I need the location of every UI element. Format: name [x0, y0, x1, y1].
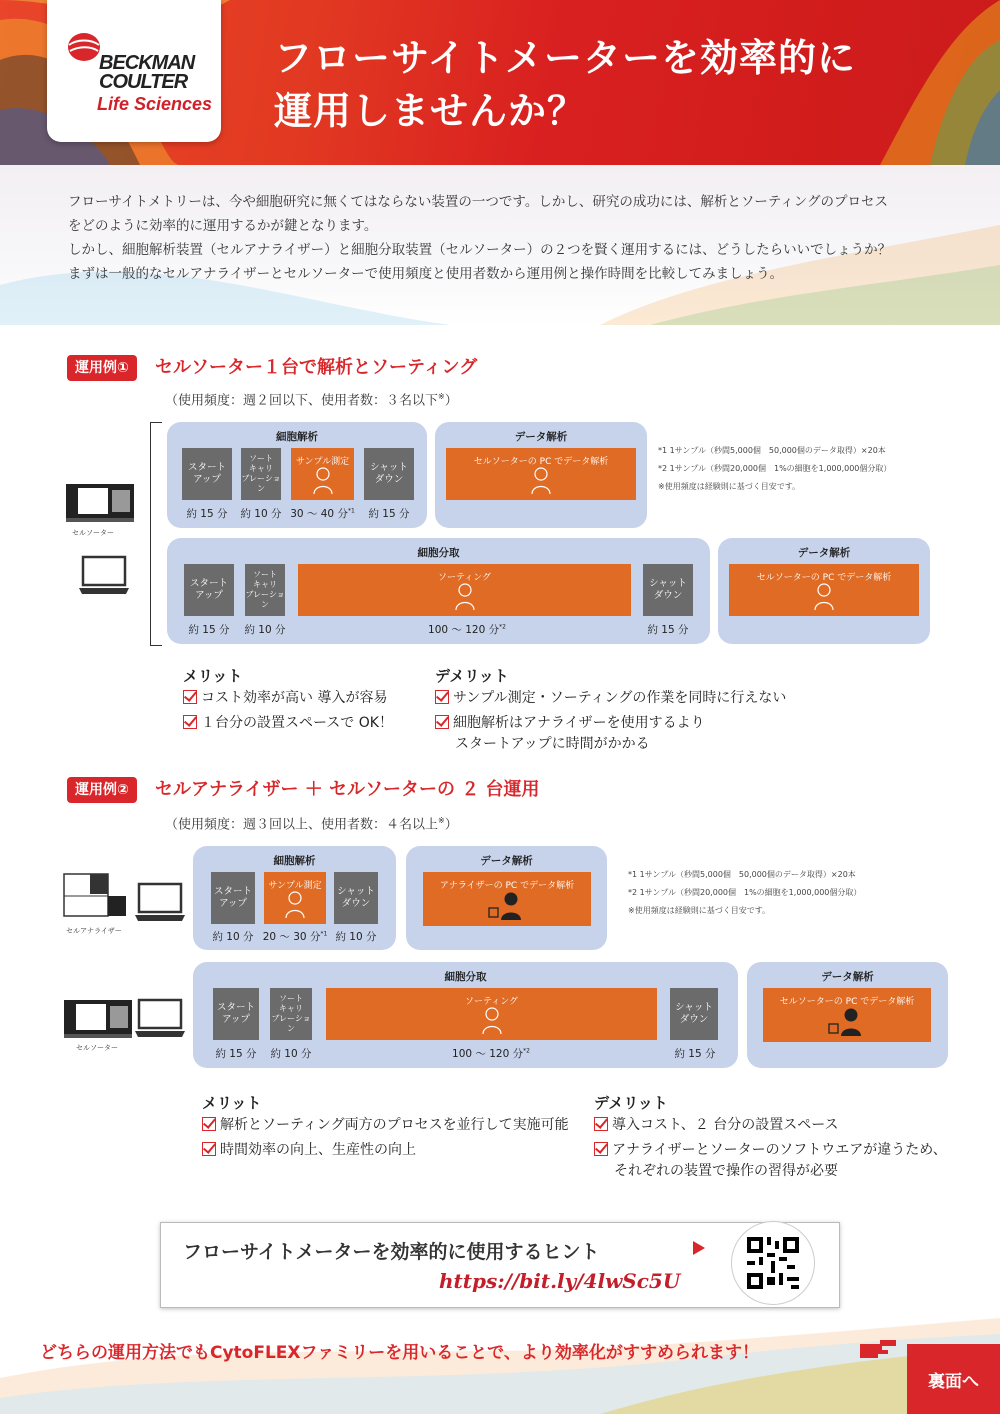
operator-icon	[312, 466, 334, 494]
footer-wave-decoration	[0, 1318, 1000, 1414]
panel-title: データ解析	[821, 971, 874, 983]
sort-calibration-step: ソート キャリ ブレーション	[245, 564, 285, 616]
hint-link-box[interactable]	[160, 1222, 840, 1308]
data-analysis-step: セルソーターの PC でデータ解析	[763, 988, 931, 1042]
ex2-subtitle-text: （使用頻度：週３回以上、使用者数：４名以上	[165, 817, 439, 833]
sample-measurement-step: サンプル測定	[264, 872, 326, 924]
ex2-data-panel-1	[406, 846, 607, 950]
sorting-step: ソーティング	[298, 564, 631, 616]
checkbox-icon	[183, 715, 197, 729]
ex1-merit-item: コスト効率が高い 導入が容易	[183, 688, 387, 709]
ex2-demerit-item-continued: それぞれの装置で操作の習得が必要	[614, 1163, 838, 1179]
startup-step: スタート アップ	[182, 448, 232, 500]
ex1-badge: 運用例①	[67, 355, 137, 381]
title-line2: 運用しませんか？	[274, 89, 587, 133]
panel-title: データ解析	[514, 431, 568, 443]
step-time: 約 15 分	[368, 508, 410, 520]
cell-sorter-icon	[64, 480, 136, 524]
laptop-icon	[78, 555, 130, 597]
intro-line: フローサイトメトリーは、今や細胞研究に無くてはならない装置の一つです。しかし、研究の成功には、解析とソーティングのプロセス	[68, 194, 888, 210]
footer-message: どちらの運用方法でもCytoFLEXファミリーを用いることで、より効率化がすすめられます！	[40, 1343, 760, 1363]
ex1-bracket	[150, 422, 162, 646]
ex2-sort-panel	[193, 962, 738, 1068]
ex1-data-panel-1	[435, 422, 647, 528]
play-arrow-icon	[693, 1241, 705, 1255]
shutdown-step: シャット ダウン	[670, 988, 718, 1040]
step-time: 約 10 分	[244, 624, 286, 636]
operator-icon	[530, 466, 552, 494]
ex1-demerit-item-continued: スタートアップに時間がかかる	[455, 736, 650, 752]
step-time: 約 15 分	[186, 508, 228, 520]
checkbox-icon	[435, 690, 449, 704]
sorting-step: ソーティング	[326, 988, 657, 1040]
ex2-subtitle	[165, 812, 458, 834]
intro-text	[68, 190, 948, 286]
ex1-sort-panel	[167, 538, 710, 644]
step-time: 約 15 分	[674, 1048, 716, 1060]
panel-title: データ解析	[480, 855, 533, 867]
ex2-badge: 運用例②	[67, 777, 137, 803]
footnote: *2 1サンプル（秒間20,000個 1%の細胞を1,000,000個分取）	[628, 888, 862, 897]
cell-sorter-icon	[62, 996, 134, 1040]
step-time: 100 ～ 120 分$^{*2}$	[428, 623, 506, 636]
ex1-analysis-panel	[167, 422, 427, 528]
operator-with-coffee-icon	[487, 890, 527, 920]
panel-title: 細胞解析	[273, 855, 316, 867]
intro-line: まずは一般的なセルアナライザーとセルソーターで使用頻度と使用者数から運用例と操作時間を比較してみましょう。	[68, 266, 784, 282]
ex2-device1-label: セルアナライザー	[66, 927, 122, 935]
step-time: 20 ～ 30 分$^{*1}$	[262, 930, 328, 943]
intro-line: しかし、細胞解析装置（セルアナライザー）と細胞分取装置（セルソーター）の２つを賢く運用するには、どうしたらいいでしょうか？	[68, 242, 892, 258]
logo-text-line2: COULTER	[99, 71, 188, 93]
title-line1: フローサイトメーターを効率的に	[274, 36, 856, 80]
ex2-demerit-item: 導入コスト、２ 台分の設置スペース	[594, 1115, 839, 1136]
ex2-merit-item: 時間効率の向上、生産性の向上	[202, 1140, 416, 1161]
panel-title: 細胞分取	[444, 971, 487, 983]
checkbox-icon	[183, 690, 197, 704]
ex1-subtitle-mark: ※	[438, 392, 445, 401]
ex2-demerit-item: アナライザーとソーターのソフトウエアが違うため、	[594, 1140, 947, 1161]
ex1-demerit-item: 細胞解析はアナライザーを使用するより	[435, 713, 705, 734]
data-analysis-step: アナライザーの PC でデータ解析	[423, 872, 591, 926]
pointing-hand-icon	[858, 1338, 898, 1360]
ex2-analysis-panel	[193, 846, 396, 950]
ex2-demerit-heading: デメリット	[594, 1094, 668, 1112]
shutdown-step: シャット ダウン	[334, 872, 378, 924]
ex1-data-panel-2	[718, 538, 930, 644]
ex2-merit-item: 解析とソーティング両方のプロセスを並行して実施可能	[202, 1115, 569, 1136]
panel-title: 細胞解析	[276, 431, 318, 443]
checkbox-icon	[594, 1142, 608, 1156]
ex2-data-panel-2	[747, 962, 948, 1068]
ex1-footnotes	[658, 442, 891, 496]
operator-icon	[481, 1006, 503, 1034]
logo-text-line3: Life Sciences	[97, 94, 213, 114]
operator-with-coffee-icon	[827, 1006, 867, 1036]
checkbox-icon	[202, 1117, 216, 1131]
operator-icon	[454, 582, 476, 610]
data-analysis-step: セルソーターの PC でデータ解析	[446, 448, 636, 500]
ex2-device2-label: セルソーター	[76, 1044, 118, 1052]
operator-icon	[813, 582, 835, 610]
qr-code-icon	[747, 1237, 799, 1289]
footnote: ※使用頻度は経験則に基づく目安です。	[658, 482, 801, 491]
checkbox-icon	[435, 715, 449, 729]
step-time: 30 ～ 40 分$^{*1}$	[290, 507, 355, 520]
sort-calibration-step: ソート キャリ ブレーション	[241, 448, 281, 500]
step-time: 約 10 分	[335, 931, 377, 943]
ex1-demerit-item: サンプル測定・ソーティングの作業を同時に行えない	[435, 688, 786, 709]
sample-measurement-step: サンプル測定	[291, 448, 354, 500]
ex2-title: セルアナライザー ＋ セルソーターの ２ 台運用	[155, 779, 540, 800]
step-time: 100 ～ 120 分$^{*2}$	[452, 1047, 530, 1060]
ex1-device-label: セルソーター	[72, 529, 114, 537]
step-time: 約 15 分	[215, 1048, 257, 1060]
logo-text-line1: BECKMAN	[99, 52, 195, 74]
next-page-button[interactable]: 裏面へ	[907, 1344, 1000, 1414]
ex2-footnotes	[628, 866, 861, 920]
page-title	[274, 32, 856, 138]
ex1-subtitle	[165, 388, 458, 410]
data-analysis-step: セルソーターの PC でデータ解析	[729, 564, 919, 616]
panel-title: 細胞分取	[417, 547, 460, 559]
ex1-merit-item: １台分の設置スペースで OK！	[183, 713, 393, 734]
ex2-subtitle-mark: ※	[438, 816, 445, 825]
shutdown-step: シャット ダウン	[364, 448, 414, 500]
ex1-merit-heading: メリット	[183, 667, 243, 685]
sort-calibration-step: ソート キャリ ブレーション	[270, 988, 312, 1040]
step-time: 約 10 分	[240, 508, 282, 520]
footnote: *1 1サンプル（秒間5,000個 50,000個のデータ取得）×20本	[628, 870, 856, 879]
header-banner	[0, 0, 1000, 165]
startup-step: スタート アップ	[213, 988, 259, 1040]
intro-line: をどのように効率的に運用するかが鍵となります。	[68, 218, 378, 234]
cell-analyzer-icon	[62, 870, 128, 922]
logo-globe-icon	[67, 30, 101, 64]
footnote: *2 1サンプル（秒間20,000個 1%の細胞を1,000,000個分取）	[658, 464, 892, 473]
startup-step: スタート アップ	[211, 872, 255, 924]
checkbox-icon	[202, 1142, 216, 1156]
ex1-subtitle-end: ）	[444, 393, 458, 409]
panel-title: データ解析	[797, 547, 851, 559]
laptop-icon	[134, 998, 186, 1040]
footer-background	[0, 1318, 1000, 1414]
shutdown-step: シャット ダウン	[643, 564, 693, 616]
startup-step: スタート アップ	[184, 564, 234, 616]
step-time: 約 10 分	[212, 931, 254, 943]
brand-logo[interactable]	[47, 0, 221, 142]
operator-icon	[284, 890, 306, 918]
ex1-subtitle-text: （使用頻度：週２回以下、使用者数：３名以下	[165, 393, 439, 409]
ex2-merit-heading: メリット	[202, 1094, 262, 1112]
step-time: 約 10 分	[270, 1048, 312, 1060]
checkbox-icon	[594, 1117, 608, 1131]
qr-code[interactable]	[731, 1221, 815, 1305]
footnote: *1 1サンプル（秒間5,000個 50,000個のデータ取得）×20本	[658, 446, 886, 455]
step-time: 約 15 分	[188, 624, 230, 636]
step-time: 約 15 分	[647, 624, 689, 636]
laptop-icon	[134, 882, 186, 924]
ex1-demerit-heading: デメリット	[435, 667, 509, 685]
footnote: ※使用頻度は経験則に基づく目安です。	[628, 906, 771, 915]
ex1-title: セルソーター１台で解析とソーティング	[155, 357, 478, 378]
ex2-subtitle-end: ）	[444, 817, 458, 833]
hint-url-link[interactable]: https://bit.ly/4lwSc5U	[439, 1269, 681, 1293]
hint-text: フローサイトメーターを効率的に使用するヒント	[183, 1241, 600, 1263]
